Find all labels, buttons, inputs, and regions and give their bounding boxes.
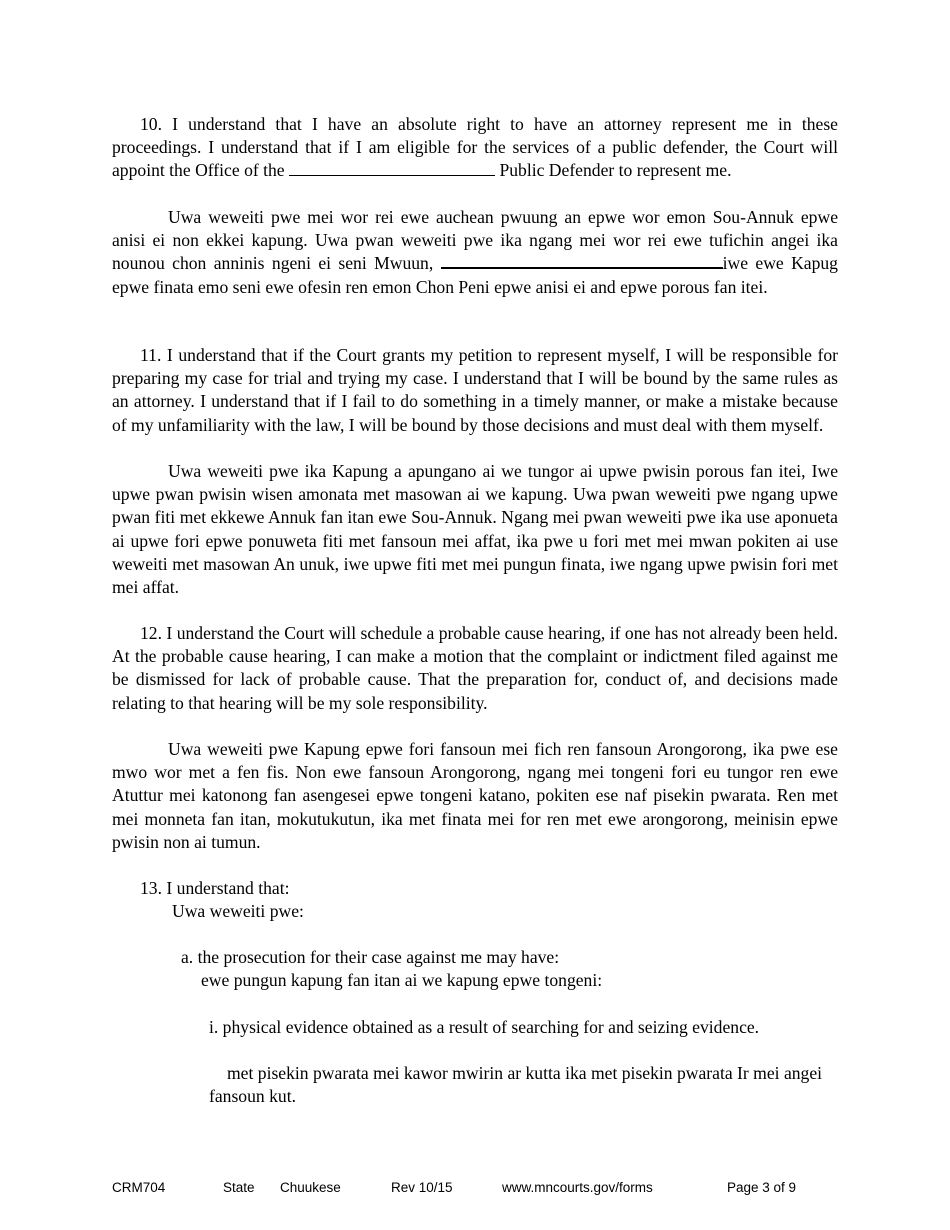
footer-form-number: CRM704: [112, 1180, 166, 1195]
page-footer: [0, 1180, 950, 1200]
county-blank-line-chuukese[interactable]: [441, 253, 723, 269]
paragraph-10-english-text-b: Public Defender to represent me.: [499, 160, 732, 181]
paragraph-10-chuukese: [112, 206, 838, 299]
paragraph-10-english-text-a: 10. I understand that I have an absolute right to have an attorney represent me in these proceedings. I understand that if I am eligible for the services of a public defender, the Court will appoint the Office of the: [112, 114, 838, 181]
item-i-english: i. physical evidence obtained as a result of searching for and seizing evidence.: [209, 1017, 760, 1037]
footer-state: State: [223, 1180, 255, 1195]
paragraph-12-chuukese: Uwa weweiti pwe Kapung epwe fori fansoun mei fich ren fansoun Arongorong, ika pwe ese mwo wor met a fen fis. Non ewe fansoun Arongorong, ngang mei tongeni fori eu tungor ren ewe Atuttur mei katonong fan asengesei epwe tongeni katano, pokiten ese naf pisekin pwarata. Ren met mei monneta fan itan, mokutukutun, ika met finata mei for ren met ewe arongorong, meinisin epwe pwisin non ai tumun.: [112, 739, 838, 852]
paragraph-13-chuukese: Uwa weweiti pwe:: [172, 901, 304, 921]
footer-page-number: Page 3 of 9: [727, 1180, 797, 1195]
footer-url[interactable]: www.mncourts.gov/forms: [502, 1180, 653, 1195]
paragraph-13-english: 13. I understand that:: [140, 878, 290, 898]
county-blank-line[interactable]: [289, 161, 495, 176]
footer-revision: Rev 10/15: [391, 1180, 453, 1195]
item-a-chuukese: ewe pungun kapung fan itan ai we kapung epwe tongeni:: [201, 970, 603, 990]
paragraph-10-english: [112, 113, 838, 183]
paragraph-11-chuukese: Uwa weweiti pwe ika Kapung a apungano ai we tungor ai upwe pwisin porous fan itei, Iwe upwe pwan pwisin wisen amonata met masowan ai we kapung. Uwa pwan weweiti pwe ngang upwe pwan fiti met ekkewe Annuk fan itan ewe Sou-Annuk. Ngang mei pwan weweiti pwe ika use aponueta ai upwe fori epwe ponuweta fiti met fansoun mei affat, ika pwe u fori met mei mwan pokiten ai use weweiti met masowan An unuk, iwe upwe fiti met mei pungun finata, iwe ngang upwe pwisin fori met mei affat.: [112, 461, 838, 598]
paragraph-12-english: 12. I understand the Court will schedule a probable cause hearing, if one has not already been held. At the probable cause hearing, I can make a motion that the complaint or indictment filed against me be dismissed for lack of probable cause. That the preparation for, conduct of, and decisions made relating to that hearing will be my sole responsibility.: [112, 623, 838, 713]
footer-language: Chuukese: [280, 1180, 341, 1195]
paragraph-10-chuukese-text-b: iwe ewe Kapug epwe finata emo seni ewe ofesin ren emon Chon Peni epwe anisi ei and epwe porous fan itei.: [112, 253, 838, 297]
paragraph-11-english: 11. I understand that if the Court grants my petition to represent myself, I will be responsible for preparing my case for trial and trying my case. I understand that I will be bound by the same rules as an attorney. I understand that if I fail to do something in a timely manner, or make a mistake because of my unfamiliarity with the law, I will be bound by those decisions and must deal with them myself.: [112, 345, 838, 435]
item-i-chuukese: met pisekin pwarata mei kawor mwirin ar kutta ika met pisekin pwarata Ir mei angei fansoun kut.: [209, 1063, 823, 1107]
paragraph-10-chuukese-text-a: Uwa weweiti pwe mei wor rei ewe auchean pwuung an epwe wor emon Sou-Annuk epwe anisi ei non ekkei kapung. Uwa pwan weweiti pwe ika ngang mei wor rei ewe tufichin angei ika nounou chon anninis ngeni ei seni Mwuun,: [112, 207, 838, 274]
item-a-english: a. the prosecution for their case against me may have:: [181, 947, 560, 967]
